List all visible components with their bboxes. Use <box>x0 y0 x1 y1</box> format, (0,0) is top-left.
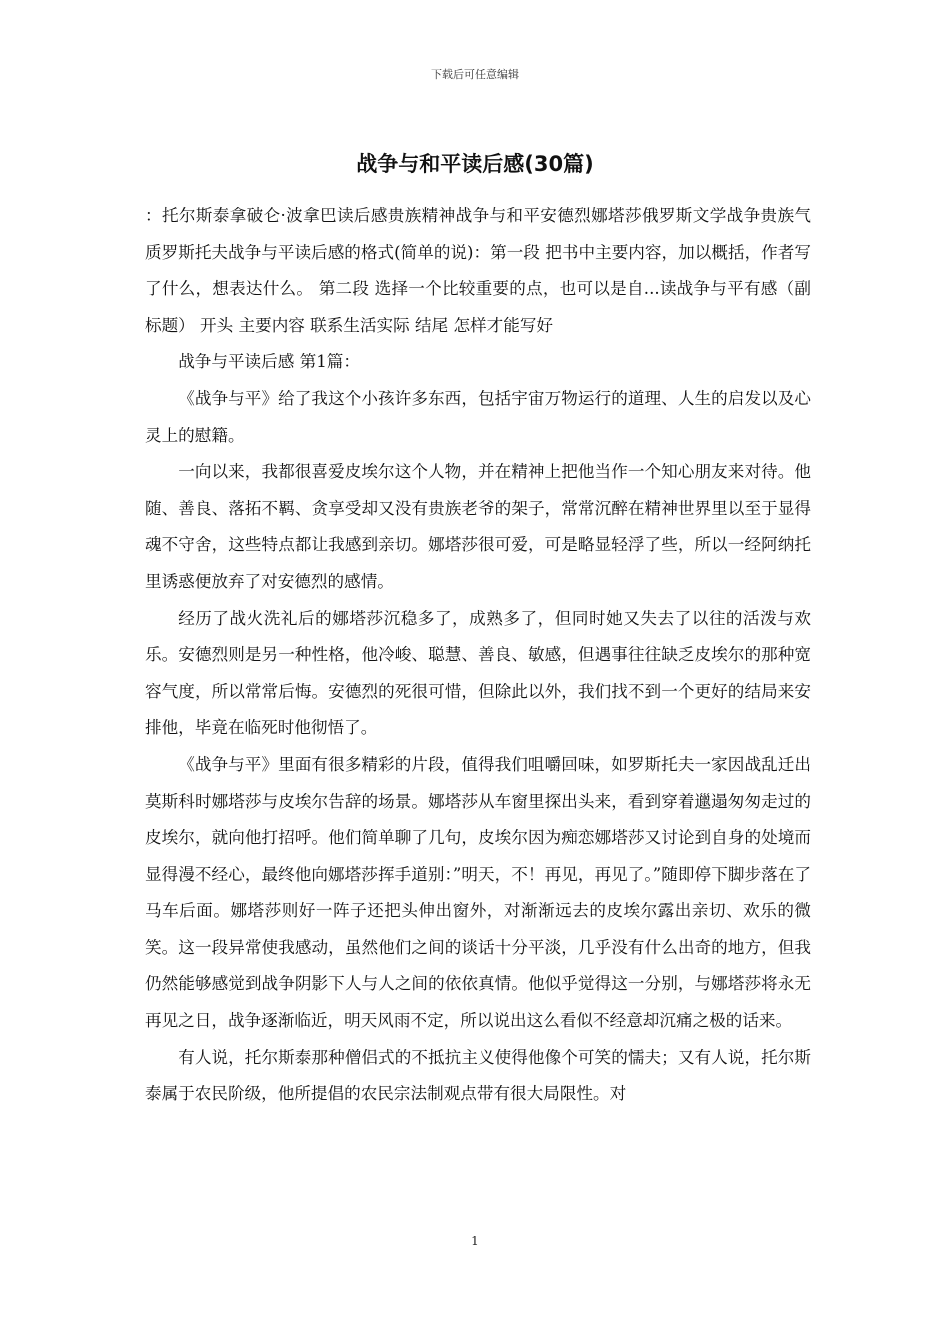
body-paragraph: 有人说，托尔斯泰那种僧侣式的不抵抗主义使得他像个可笑的懦夫；又有人说，托尔斯泰属于农民阶级，他所提倡的农民宗法制观点带有很大局限性。对 <box>145 1047 811 1104</box>
page-header: 下载后可任意编辑 <box>431 68 519 81</box>
body-paragraph: 经历了战火洗礼后的娜塔莎沉稳多了，成熟多了，但同时她又失去了以往的活泼与欢乐。安德烈则是另一种性格，他冷峻、聪慧、善良、敏感，但遇事往往缺乏皮埃尔的那种宽容气度，所以常常后悔。安德烈的死很可惜，但除此以外，我们找不到一个更好的结局来安排他，毕竟在临死时他彻悟了。 <box>145 608 811 738</box>
page-number: 1 <box>471 1234 479 1248</box>
section-heading: 战争与平读后感 第1篇： <box>178 352 360 372</box>
body-paragraph: 《战争与平》给了我这个小孩许多东西，包括宇宙万物运行的道理、人生的启发以及心灵上的慰籍。 <box>145 388 811 445</box>
document-body <box>145 198 811 1113</box>
document-title: 战争与和平读后感(30篇) <box>356 152 594 176</box>
abstract-paragraph: ：托尔斯泰拿破仑·波拿巴读后感贵族精神战争与和平安德烈娜塔莎俄罗斯文学战争贵族气质罗斯托夫战争与平读后感的格式(简单的说)：第一段 把书中主要内容，加以概括，作者写了什么，想表达什么。 第二段 选择一个比较重要的点，也可以是自...读战争与平有感（副标题） 开头 主要内容 联系生活实际 结尾 怎样才能写好 <box>145 206 811 335</box>
body-paragraph: 《战争与平》里面有很多精彩的片段，值得我们咀嚼回味，如罗斯托夫一家因战乱迁出莫斯科时娜塔莎与皮埃尔告辞的场景。娜塔莎从车窗里探出头来，看到穿着邋遢匆匆走过的皮埃尔，就向他打招呼。他们简单聊了几句，皮埃尔因为痴恋娜塔莎又讨论到自身的处境而显得漫不经心，最终他向娜塔莎挥手道别：”明天，不！再见，再见了。”随即停下脚步落在了马车后面。娜塔莎则好一阵子还把头伸出窗外，对渐渐远去的皮埃尔露出亲切、欢乐的微笑。这一段异常使我感动，虽然他们之间的谈话十分平淡，几乎没有什么出奇的地方，但我仍然能够感觉到战争阴影下人与人之间的依依真情。他似乎觉得这一分别，与娜塔莎将永无再见之日，战争逐渐临近，明天风雨不定，所以说出这么看似不经意却沉痛之极的话来。 <box>145 754 811 1031</box>
body-paragraph: 一向以来，我都很喜爱皮埃尔这个人物，并在精神上把他当作一个知心朋友来对待。他随、善良、落拓不羁、贪享受却又没有贵族老爷的架子，常常沉醉在精神世界里以至于显得魂不守舍，这些特点都让我感到亲切。娜塔莎很可爱，可是略显轻浮了些，所以一经阿纳托里诱惑便放弃了对安德烈的感情。 <box>145 462 811 591</box>
